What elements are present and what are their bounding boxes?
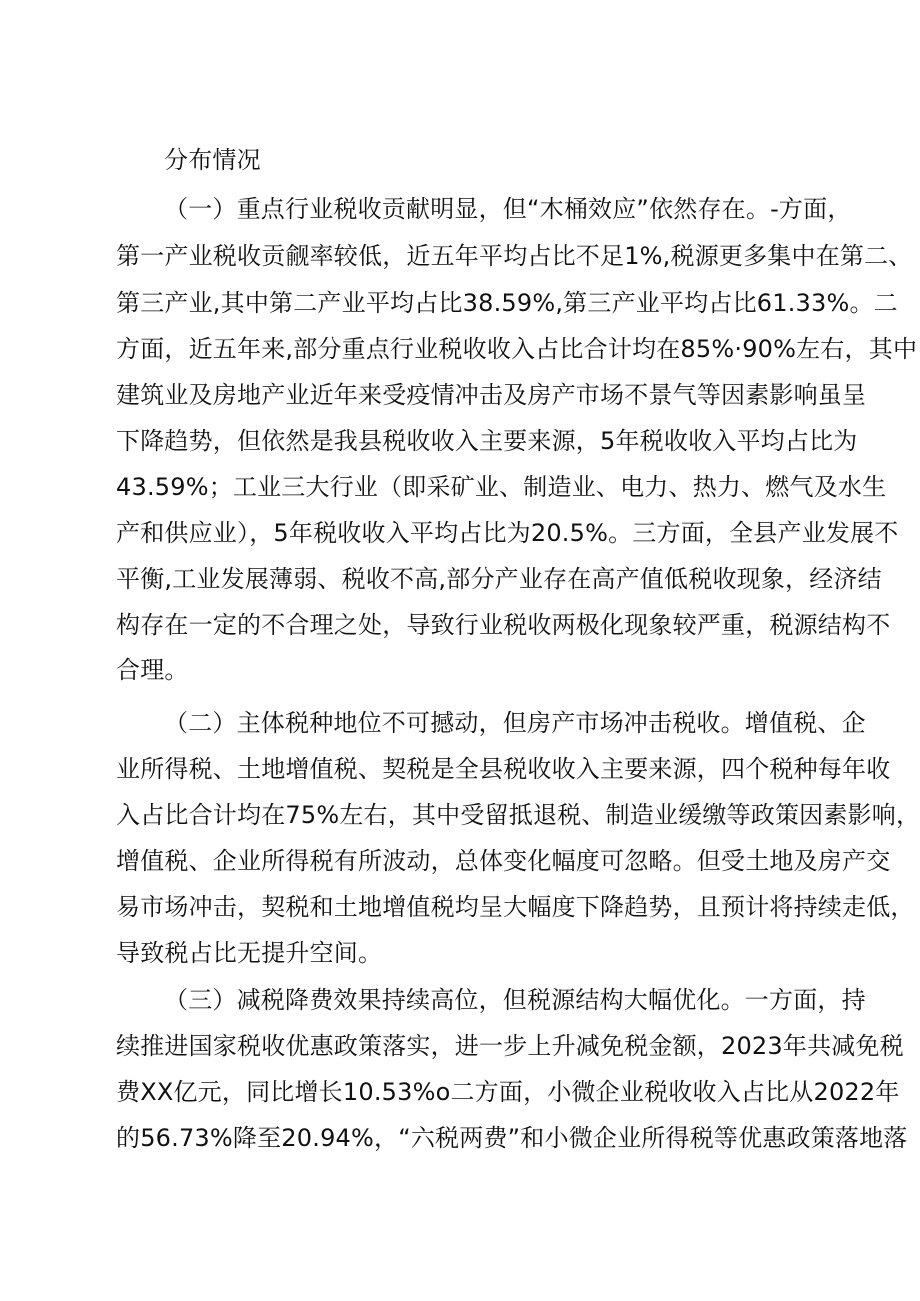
paragraph-1-line-4: 方面，近五年来,部分重点行业税收收入占比合计均在85%·90%左右，其中	[116, 335, 918, 363]
paragraph-3-line-4: 的56.73%降至20.94%，“六税两费”和小微企业所得税等优惠政策落地落	[116, 1124, 908, 1152]
paragraph-2-line-3: 入占比合计均在75%左右，其中受留抵退税、制造业缓缴等政策因素影响，	[116, 801, 920, 829]
paragraph-1-line-7: 43.59%；工业三大行业（即采矿业、制造业、电力、热力、燃气及水生	[116, 473, 887, 501]
paragraph-1-line-5: 建筑业及房地产业近年来受疫情冲击及房产市场不景气等因素影响虽呈	[116, 381, 867, 409]
paragraph-1-line-10: 构存在一定的不合理之处，导致行业税收两极化现象较严重，税源结构不	[116, 611, 891, 639]
paragraph-2-line-4: 增值税、企业所得税有所波动，总体变化幅度可忽略。但受土地及房产交	[116, 847, 891, 875]
paragraph-1-line-6: 下降趋势，但依然是我县税收收入主要来源，5年税收收入平均占比为	[116, 427, 858, 455]
paragraph-2-line-5: 易市场冲击，契税和土地增值税均呈大幅度下降趋势，且预计将持续走低，	[116, 893, 915, 921]
paragraph-2-line-6: 导致税占比无提升空间。	[116, 939, 383, 967]
paragraph-3-line-3: 费XX亿元，同比增长10.53%o二方面，小微企业税收收入占比从2022年	[116, 1078, 900, 1106]
paragraph-3-line-2: 续推进国家税收优惠政策落实，进一步上升减免税金额，2023年共减免税	[116, 1032, 904, 1060]
paragraph-1-line-2: 第一产业税收贡觎率较低，近五年平均占比不足1%,税源更多集中在第二、	[116, 242, 913, 270]
section-heading: 分布情况	[164, 146, 261, 174]
paragraph-1-line-1: （一）重点行业税收贡献明显，但“木桶效应”依然存在。-方面，	[164, 195, 852, 223]
paragraph-1-line-8: 产和供应业），5年税收收入平均占比为20.5%。三方面，全县产业发展不	[116, 519, 899, 547]
paragraph-2-line-2: 业所得税、土地增值税、契税是全县税收收入主要来源，四个税种每年收	[116, 755, 891, 783]
paragraph-1-line-11: 合理。	[116, 656, 189, 684]
paragraph-2-line-1: （二）主体税种地位不可撼动，但房产市场冲击税收。增值税、企	[164, 709, 866, 737]
paragraph-3-line-1: （三）减税降费效果持续高位，但税源结构大幅优化。一方面，持	[164, 986, 866, 1014]
paragraph-1-line-3: 第三产业,其中第二产业平均占比38.59%,第三产业平均占比61.33%。二	[116, 289, 898, 317]
paragraph-1-line-9: 平衡,工业发展薄弱、税收不高,部分产业存在高产值低税收现象，经济结	[116, 565, 882, 593]
